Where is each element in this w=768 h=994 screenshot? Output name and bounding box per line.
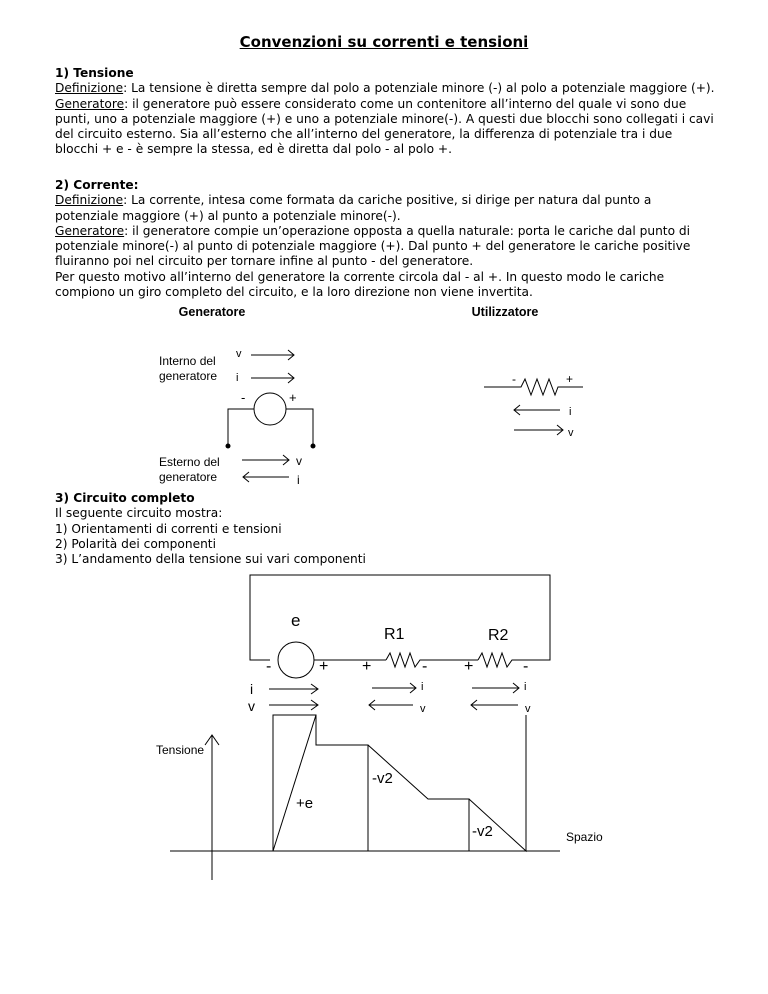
paragraph <box>55 193 715 224</box>
i-label: i <box>421 681 424 693</box>
page-title: Convenzioni su correnti e tensioni <box>239 33 529 51</box>
term: Definizione <box>55 81 124 96</box>
terminal-dot <box>226 444 231 449</box>
external-label: Esterno del <box>159 455 220 469</box>
generator-title: Generatore <box>178 305 246 319</box>
minus-sign: - <box>512 372 516 386</box>
i-label: i <box>297 473 300 487</box>
generator-label: e <box>291 611 301 630</box>
term: Generatore <box>55 223 125 238</box>
arrow-right-icon <box>251 350 294 360</box>
v-label: v <box>568 427 574 439</box>
resistor-label: R1 <box>384 626 405 643</box>
section-heading: 2) Corrente: <box>55 178 139 192</box>
internal-label: Interno del <box>159 354 216 368</box>
arrow-right-icon <box>514 425 563 435</box>
section-tensione <box>55 66 715 158</box>
paragraph-text: : La tensione è diretta sempre dal polo a potenziale minore (-) al polo a potenziale maggiore (+). <box>123 81 715 96</box>
i-label: i <box>250 681 254 697</box>
term: Generatore <box>55 96 125 111</box>
voltage-label: -v2 <box>372 770 393 787</box>
paragraph <box>55 97 715 158</box>
i-label: i <box>236 372 239 384</box>
paragraph-text: : il generatore compie un’operazione opposta a quella naturale: porta le cariche dal punto di potenziale minore(-) al punto di potenziale maggiore (+). Dal punto + del generatore le cariche positive fluiranno poi nel circuito per tornare infine al punto - del generatore. <box>55 223 691 269</box>
arrow-right-icon <box>269 684 318 694</box>
arrow-left-icon <box>514 405 560 415</box>
term: Definizione <box>55 193 124 208</box>
paragraph <box>55 224 715 270</box>
plus-sign: + <box>319 658 329 675</box>
v-label: v <box>420 703 426 715</box>
resistor-label: R2 <box>488 627 509 644</box>
list-item: 2) Polarità dei componenti <box>55 536 216 551</box>
terminal-dot <box>311 444 316 449</box>
x-axis-label: Spazio <box>566 830 603 844</box>
minus-sign: - <box>422 658 428 675</box>
voltage-label: -v2 <box>472 823 493 840</box>
paragraph-text: : La corrente, intesa come formata da cariche positive, si dirige per natura dal punto a potenziale maggiore (+) al punto a potenziale minore(-). <box>55 193 652 223</box>
i-label: i <box>569 406 572 418</box>
arrow-left-icon <box>471 700 518 710</box>
plus-sign: + <box>362 658 372 675</box>
user-title: Utilizzatore <box>471 305 539 319</box>
arrow-right-icon <box>269 700 318 710</box>
minus-sign: - <box>241 390 246 405</box>
arrow-right-icon <box>472 683 519 693</box>
i-label: i <box>524 681 527 693</box>
paragraph: Il seguente circuito mostra: <box>55 506 223 521</box>
v-label: v <box>525 703 531 715</box>
voltage-curve <box>273 715 316 851</box>
y-axis-label: Tensione <box>156 743 205 757</box>
minus-sign: - <box>266 658 272 675</box>
list-item: 1) Orientamenti di correnti e tensioni <box>55 521 282 536</box>
arrow-right-icon <box>372 683 416 693</box>
arrow-left-icon <box>243 472 289 482</box>
section-heading: 1) Tensione <box>55 66 134 80</box>
section-corrente <box>55 178 715 300</box>
paragraph <box>55 81 715 96</box>
arrow-right-icon <box>251 373 294 383</box>
minus-sign: - <box>523 658 529 675</box>
v-label: v <box>248 698 255 714</box>
voltage-curve <box>368 745 469 851</box>
plus-sign: + <box>464 658 474 675</box>
plus-sign: + <box>566 372 574 386</box>
figure-generator-user <box>0 300 768 495</box>
list-item: 3) L’andamento della tensione sui vari componenti <box>55 552 366 567</box>
external-label: generatore <box>159 470 218 484</box>
section-circuito <box>55 491 715 567</box>
v-label: v <box>236 348 242 360</box>
figure-complete-circuit <box>0 565 768 890</box>
arrow-left-icon <box>369 700 413 710</box>
internal-label: generatore <box>159 369 218 383</box>
arrow-right-icon <box>242 455 289 465</box>
section-heading: 3) Circuito completo <box>55 491 195 505</box>
voltage-graph <box>170 715 560 880</box>
paragraph-text: : il generatore può essere considerato come un contenitore all’interno del quale vi sono due punti, uno a potenziale maggiore (+) e uno a potenziale minore(-). A questi due blocchi sono collegati i cavi del circuito esterno. Sia all’esterno che all’interno del generatore, la differenza di potenziale tra i due blocchi + e - è sempre la stessa, ed è diretta dal polo - al polo +. <box>55 96 714 157</box>
paragraph: Per questo motivo all’interno del generatore la corrente circola dal - al +. In questo modo le cariche compiono un giro completo del circuito, e la loro direzione non viene invertita. <box>55 269 665 300</box>
voltage-curve <box>273 715 368 851</box>
v-label: v <box>296 454 302 468</box>
voltage-label: +e <box>296 795 314 812</box>
plus-sign: + <box>289 390 297 405</box>
